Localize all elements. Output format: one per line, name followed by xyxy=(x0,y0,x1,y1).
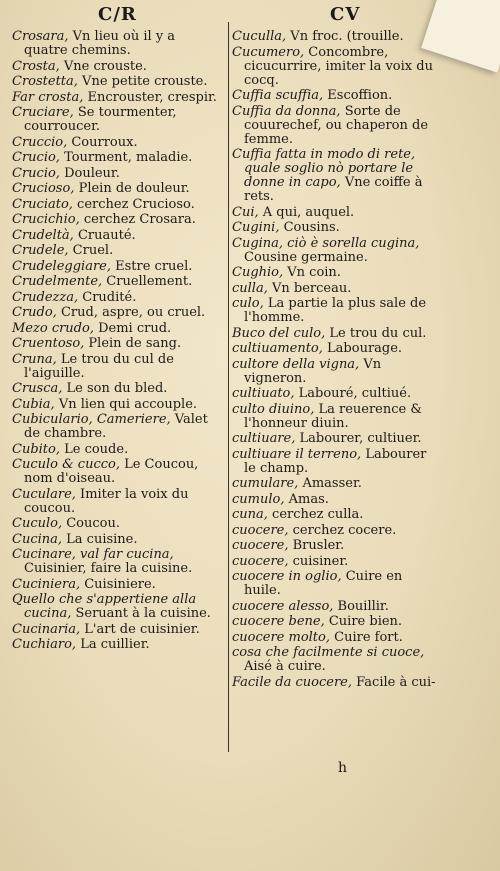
entry-term: Cugini, xyxy=(232,220,280,235)
entry-term: cuocere in oglio, xyxy=(232,569,342,584)
entry-term: cumulare, xyxy=(232,476,299,491)
entry-term: Cruna, xyxy=(12,351,57,367)
entry-definition: Bouillir. xyxy=(333,598,389,614)
entry-term: cultiuare, xyxy=(232,431,296,446)
dictionary-entry xyxy=(12,30,220,58)
entry-term: Cruciare, xyxy=(12,105,74,120)
entry-term: Far crosta, xyxy=(12,89,84,105)
dictionary-entry xyxy=(12,60,220,74)
entry-definition: Cuisiniere. xyxy=(80,576,156,592)
dictionary-entry xyxy=(232,615,437,629)
dictionary-entry xyxy=(12,578,220,592)
entry-term: Cucinare, val far cucina, xyxy=(12,547,174,562)
dictionary-entry xyxy=(232,105,437,147)
entry-term: Crudo, xyxy=(12,305,57,320)
entry-definition: Demi crud. xyxy=(93,320,172,336)
entry-definition: Cuisinier, faire la cuisine. xyxy=(24,561,193,576)
dictionary-entry xyxy=(12,443,220,457)
entry-term: Cubiculario, Cameriere, xyxy=(12,412,171,427)
entry-term: Cucina, xyxy=(12,531,63,547)
dictionary-entry xyxy=(232,555,437,569)
entry-definition: Crudité. xyxy=(78,289,137,305)
entry-definition: Plein de douleur. xyxy=(74,181,190,196)
entry-definition: Sorte de couurechef, ou chaperon de femme. xyxy=(244,103,429,147)
entry-definition: Vne petite crouste. xyxy=(77,74,208,89)
dictionary-entry xyxy=(232,148,437,204)
dictionary-entry xyxy=(12,382,220,396)
dictionary-entry xyxy=(232,342,437,356)
dictionary-entry xyxy=(232,206,437,220)
entry-definition: Encrouster, crespir. xyxy=(83,89,217,105)
entry-term: Crucioso, xyxy=(12,181,75,196)
entry-definition: Se tourmenter, courroucer. xyxy=(24,105,177,134)
entry-definition: Cousins. xyxy=(279,220,340,235)
dictionary-entry xyxy=(232,327,437,341)
dictionary-entry xyxy=(232,266,437,280)
entry-term: cuocere bene, xyxy=(232,614,325,629)
entry-term: Cruciato, xyxy=(12,196,73,212)
entry-term: Cucinaria, xyxy=(12,621,81,637)
dictionary-entry xyxy=(232,30,437,44)
dictionary-entry xyxy=(12,244,220,258)
entry-definition: Labouré, cultiué. xyxy=(294,386,412,401)
entry-term: Crudelmente, xyxy=(12,274,103,289)
dictionary-entry xyxy=(232,570,437,598)
dictionary-entry xyxy=(12,488,220,516)
entry-definition: Vn berceau. xyxy=(267,280,352,296)
dictionary-entry xyxy=(232,297,437,325)
entry-term: Quello che s'appertiene alla cucina, xyxy=(12,592,197,621)
dictionary-entry xyxy=(232,432,437,446)
dictionary-entry xyxy=(12,322,220,336)
entry-definition: Estre cruel. xyxy=(111,258,193,274)
entry-definition: Escoffion. xyxy=(323,88,393,103)
dictionary-entry xyxy=(12,548,220,576)
entry-definition: Brusler. xyxy=(288,538,345,553)
entry-definition: Crud, aspre, ou cruel. xyxy=(56,305,206,320)
entry-term: cultiuato, xyxy=(232,386,295,401)
entry-definition: Cruauté. xyxy=(73,227,136,243)
entry-definition: A qui, auquel. xyxy=(258,204,355,220)
entry-term: cultore della vigna, xyxy=(232,356,360,372)
entry-definition: Plein de sang. xyxy=(84,336,182,351)
entry-term: Crostetta, xyxy=(12,74,78,89)
entry-term: Cuchiaro, xyxy=(12,637,77,652)
entry-term: Crucichio, xyxy=(12,212,80,227)
dictionary-entry xyxy=(232,477,437,491)
entry-definition: Vn lien qui accouple. xyxy=(54,396,198,412)
dictionary-entry xyxy=(232,358,437,386)
entry-term: culla, xyxy=(232,280,268,296)
entry-term: Crudele, xyxy=(12,243,69,258)
entry-definition: cerchez Crucioso. xyxy=(72,196,195,212)
entry-term: cultiuare il terreno, xyxy=(232,446,362,462)
entry-definition: Douleur. xyxy=(59,165,120,181)
entry-term: culto diuino, xyxy=(232,401,315,417)
dictionary-entry xyxy=(12,275,220,289)
entry-definition: Vn coin. xyxy=(283,265,341,280)
entry-definition: Le Coucou, nom d'oiseau. xyxy=(24,457,199,486)
entry-definition: Facile à cui- xyxy=(352,674,436,690)
dictionary-entry xyxy=(12,593,220,621)
dictionary-entry xyxy=(12,136,220,150)
entry-term: Crosta, xyxy=(12,58,60,74)
dictionary-entry xyxy=(12,533,220,547)
entry-term: Cruentoso, xyxy=(12,336,85,351)
entry-term: Cuculare, xyxy=(12,486,76,502)
dictionary-entry xyxy=(232,646,437,674)
dictionary-entry xyxy=(232,448,437,476)
entry-term: Cuffia da donna, xyxy=(232,103,341,119)
dictionary-entry xyxy=(232,237,437,265)
entry-term: Cucumero, xyxy=(232,44,305,60)
entry-definition: Valet de chambre. xyxy=(24,412,208,441)
entry-term: Cruccio, xyxy=(12,134,68,150)
dictionary-entry xyxy=(232,221,437,235)
entry-term: Facile da cuocere, xyxy=(232,674,353,690)
entry-term: cuocere, xyxy=(232,538,289,553)
entry-definition: Aisé à cuire. xyxy=(244,659,326,674)
dictionary-entry xyxy=(232,387,437,401)
dictionary-entry xyxy=(12,213,220,227)
dictionary-entry xyxy=(12,458,220,486)
entry-definition: Cousine germaine. xyxy=(244,249,368,265)
entry-definition: L'art de cuisinier. xyxy=(80,621,200,637)
entry-definition: Cuire en huile. xyxy=(244,569,403,598)
entry-term: Crucio, xyxy=(12,150,60,165)
entry-definition: Labourer, cultiuer. xyxy=(295,431,422,446)
entry-definition: Le trou du cul. xyxy=(325,325,427,341)
entry-definition: cerchez culla. xyxy=(267,507,364,522)
entry-term: Crosara, xyxy=(12,29,69,44)
entry-definition: Vn lieu où il y a quatre chemins. xyxy=(24,29,176,58)
entry-definition: Le coude. xyxy=(59,441,129,457)
dictionary-entry xyxy=(12,229,220,243)
entry-definition: Vn vigneron. xyxy=(244,356,382,386)
dictionary-entry xyxy=(12,291,220,305)
entry-definition: Tourment, maladie. xyxy=(59,150,193,165)
entry-definition: Vne coiffe à rets. xyxy=(244,175,423,204)
entry-term: Cugina, ciò è sorella cugina, xyxy=(232,235,420,251)
entry-definition: Vn froc. (trouille. xyxy=(286,29,404,44)
header-left: C/R xyxy=(98,4,137,25)
entry-definition: Le trou du cul de l'aiguille. xyxy=(24,351,174,381)
entry-definition: Vne crouste. xyxy=(59,58,147,74)
entry-definition: Amas. xyxy=(284,491,329,507)
entry-term: Cuciniera, xyxy=(12,576,81,592)
dictionary-entry xyxy=(12,198,220,212)
entry-term: Cuculla, xyxy=(232,29,287,44)
entry-term: Cubito, xyxy=(12,441,60,457)
entry-term: cuocere, xyxy=(232,553,289,569)
dictionary-entry xyxy=(12,167,220,181)
dictionary-entry xyxy=(232,631,437,645)
dictionary-entry xyxy=(12,623,220,637)
entry-term: Cuffia scuffia, xyxy=(232,88,324,103)
entry-definition: Le son du bled. xyxy=(62,381,168,396)
signature-mark: h xyxy=(338,760,348,776)
entry-definition: Amasser. xyxy=(298,476,362,491)
dictionary-entry xyxy=(232,282,437,296)
entry-definition: cuisiner. xyxy=(288,553,349,569)
entry-term: cultiuamento, xyxy=(232,341,323,356)
dictionary-entry xyxy=(232,508,437,522)
entry-term: Crudeltà, xyxy=(12,227,74,243)
dictionary-entry xyxy=(232,89,437,103)
dictionary-entry xyxy=(232,600,437,614)
header-right: CV xyxy=(330,4,361,25)
entry-term: cuocere alesso, xyxy=(232,598,334,614)
entry-term: Cubia, xyxy=(12,396,55,412)
entry-definition: Cruel. xyxy=(68,243,114,258)
entry-term: Crudezza, xyxy=(12,289,79,305)
dictionary-entry xyxy=(12,337,220,351)
dictionary-entry xyxy=(12,638,220,652)
dictionary-entry xyxy=(232,539,437,553)
entry-definition: Imiter la voix du coucou. xyxy=(24,486,189,516)
dictionary-entry xyxy=(12,306,220,320)
column-divider xyxy=(228,22,229,752)
dictionary-entry xyxy=(12,182,220,196)
entry-definition: cerchez Crosara. xyxy=(79,212,196,227)
dictionary-entry xyxy=(12,398,220,412)
entry-term: Mezo crudo, xyxy=(12,320,94,336)
entry-definition: cerchez cocere. xyxy=(288,522,397,538)
entry-term: Cughio, xyxy=(232,265,284,280)
dictionary-entry xyxy=(12,75,220,89)
dictionary-entry xyxy=(232,676,437,690)
dictionary-entry xyxy=(232,493,437,507)
dictionary-entry xyxy=(12,413,220,441)
entry-definition: Labourage. xyxy=(322,341,403,356)
dictionary-entry xyxy=(12,91,220,105)
entry-term: Cui, xyxy=(232,204,259,220)
entry-definition: La cuisine. xyxy=(62,531,138,547)
entry-term: Cuculo & cucco, xyxy=(12,457,120,472)
entry-definition: Labourer le champ. xyxy=(244,446,427,476)
entry-definition: La cuillier. xyxy=(76,637,150,652)
entry-term: Cuculo, xyxy=(12,516,63,531)
entry-definition: Coucou. xyxy=(62,516,120,531)
entry-term: cuna, xyxy=(232,507,268,522)
entry-definition: Concombre, cicucurrire, imiter la voix du cocq. xyxy=(244,44,433,88)
entry-definition: Cuire bien. xyxy=(324,614,403,629)
dictionary-entry xyxy=(12,106,220,134)
entry-term: Crudeleggiare, xyxy=(12,258,111,274)
dictionary-entry xyxy=(12,353,220,381)
entry-term: Crusca, xyxy=(12,381,63,396)
entry-definition: Cuire fort. xyxy=(330,629,403,645)
entry-definition: Cruellement. xyxy=(102,274,193,289)
entry-term: cuocere molto, xyxy=(232,629,330,645)
dictionary-entry xyxy=(12,517,220,531)
dictionary-entry xyxy=(232,524,437,538)
entry-definition: Courroux. xyxy=(67,134,138,150)
dictionary-entry xyxy=(232,46,437,88)
entry-term: Crucio, xyxy=(12,165,60,181)
entry-term: cuocere, xyxy=(232,522,289,538)
entry-term: cumulo, xyxy=(232,491,285,507)
entry-definition: La reuerence & l'honneur diuin. xyxy=(244,401,422,431)
dictionary-entry xyxy=(12,151,220,165)
entry-term: culo, xyxy=(232,296,264,311)
right-column xyxy=(232,30,437,691)
dictionary-entry xyxy=(232,403,437,431)
entry-term: Cuffia fatta in modo di rete, quale soglio nò portare le donne in capo, xyxy=(232,147,416,190)
entry-definition: Seruant à la cuisine. xyxy=(71,606,211,621)
left-column xyxy=(12,30,220,654)
entry-definition: La partie la plus sale de l'homme. xyxy=(244,296,427,325)
entry-term: Buco del culo, xyxy=(232,325,326,341)
entry-term: cosa che facilmente si cuoce, xyxy=(232,645,425,660)
dictionary-entry xyxy=(12,260,220,274)
